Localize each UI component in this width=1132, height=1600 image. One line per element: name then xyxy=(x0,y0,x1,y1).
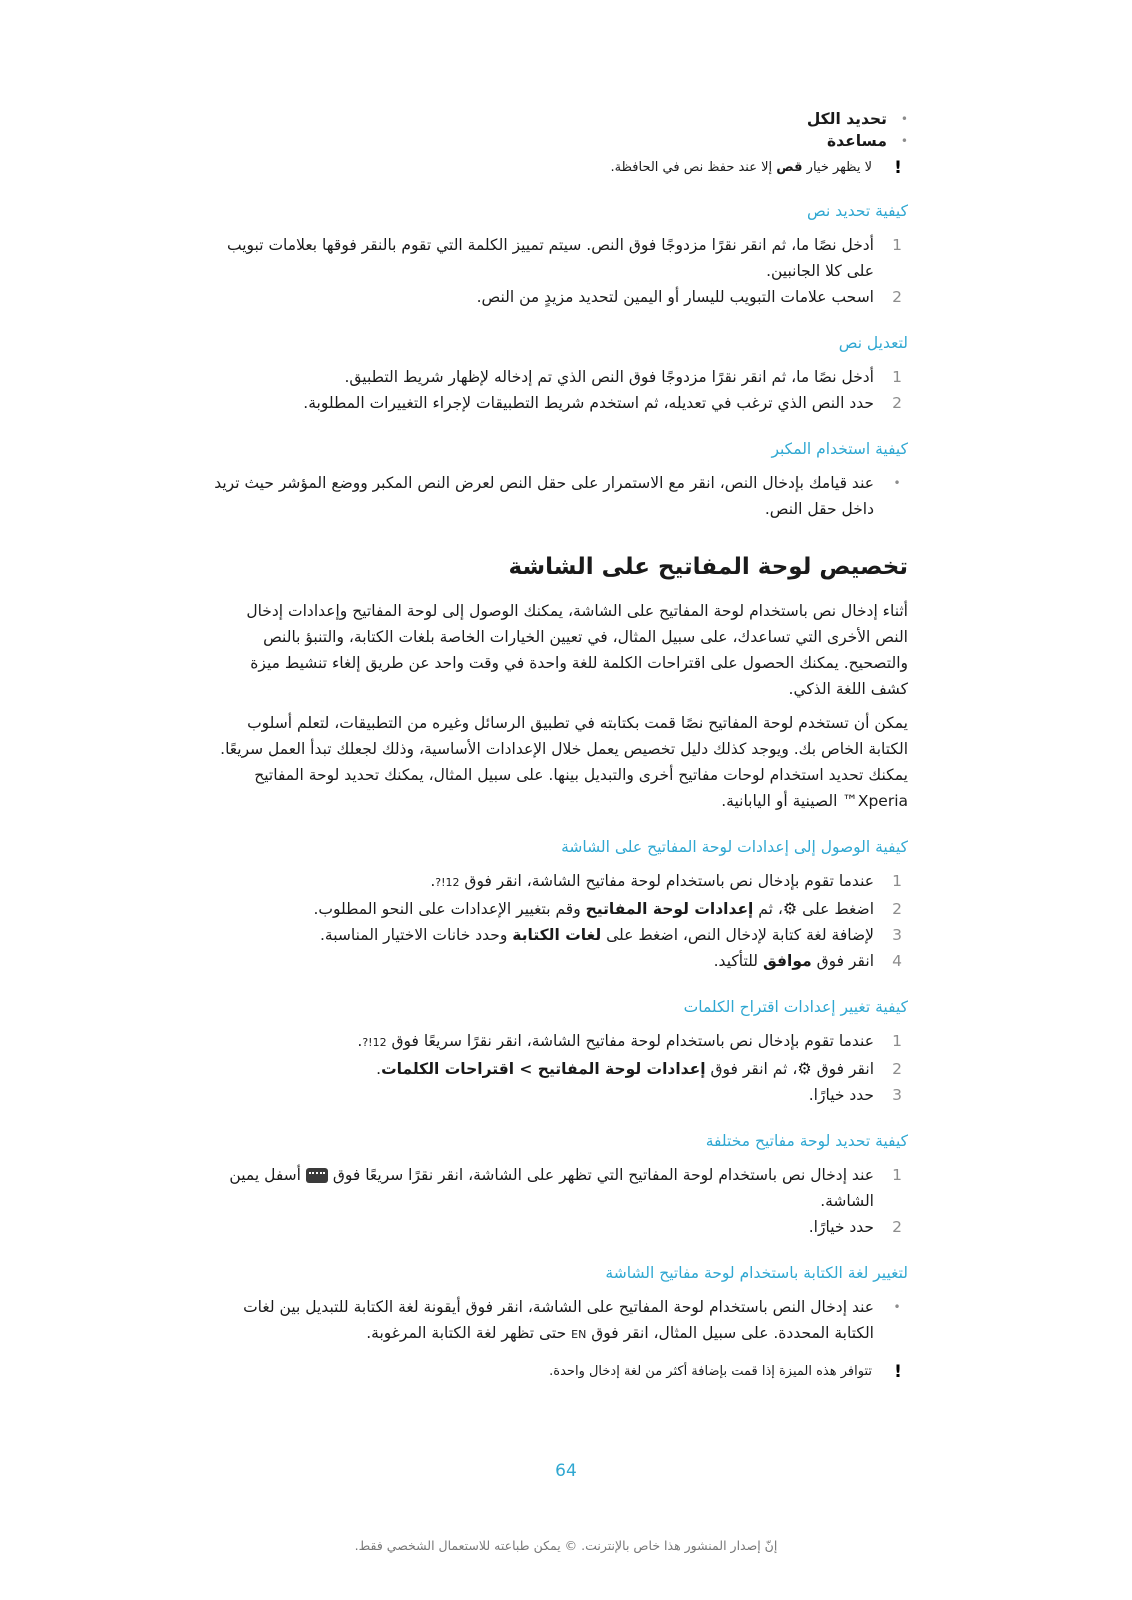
step-item: 1 أدخل نصًا ما، ثم انقر نقرًا مزدوجًا فوق النص الذي تم إدخاله لإظهار شريط التطبيق. xyxy=(344,368,902,386)
step-item: 2 حدد النص الذي ترغب في تعديله، ثم استخدم شريط التطبيقات لإجراء التغييرات المطلوبة. xyxy=(303,394,902,412)
step-item: 4 انقر فوق موافق للتأكيد. xyxy=(713,952,902,970)
step-item: 1 عند إدخال نص باستخدام لوحة المفاتيح التي تظهر على الشاشة، انقر نقرًا سريعًا فوق أسفل يمين الشاشة. xyxy=(229,1166,902,1210)
bullet-icon: • xyxy=(900,112,908,126)
bullet-icon: • xyxy=(893,476,901,490)
language-key-icon: EN xyxy=(571,1328,587,1341)
list-item: • تحديد الكل xyxy=(806,110,908,128)
footer: إنّ إصدار المنشور هذا خاص بالإنترنت. © يمكن طباعته للاستعمال الشخصي فقط. xyxy=(354,1538,778,1553)
paragraph: أثناء إدخال نص باستخدام لوحة المفاتيح على الشاشة، يمكنك الوصول إلى لوحة المفاتيح وإعدادات إدخال النص الأخرى التي تساعدك، على سبيل المثال، في تعيين الخيارات الخاصة بلغات الكتابة، والتنبؤ بالنص والتصحيح. يمكنك الحصول على اقتراحات الكلمة للغة واحدة في وقت واحد عن طريق إلغاء تنشيط ميزة كشف اللغة الذكي. xyxy=(246,602,908,698)
exclamation-icon: ! xyxy=(894,158,902,178)
note: ! لا يظهر خيار قص إلا عند حفظ نص في الحافظة. xyxy=(212,158,908,178)
section-title: كيفية تغيير إعدادات اقتراح الكلمات xyxy=(683,998,908,1016)
step-item: 2 اضغط على ⚙، ثم إعدادات لوحة المفاتيح وقم بتغيير الإعدادات على النحو المطلوب. xyxy=(212,896,908,922)
gear-icon: ⚙ xyxy=(797,1059,812,1078)
symbols-key-icon: 12!? xyxy=(435,876,460,889)
bullet-icon: • xyxy=(893,1300,901,1314)
step-item: 2 اسحب علامات التبويب لليسار أو اليمين لتحديد مزيدٍ من النص. xyxy=(476,288,902,306)
keyboard-icon xyxy=(306,1168,328,1183)
step-item: 2 حدد خيارًا. xyxy=(808,1218,902,1236)
section-title: لتغيير لغة الكتابة باستخدام لوحة مفاتيح الشاشة xyxy=(605,1264,908,1282)
page-number: 64 xyxy=(555,1461,577,1481)
section-title: كيفية استخدام المكبر xyxy=(771,440,908,458)
symbols-key-icon: 12!? xyxy=(362,1036,387,1049)
list-item: • مساعدة xyxy=(827,132,908,150)
section-title: كيفية تحديد لوحة مفاتيح مختلفة xyxy=(705,1132,908,1150)
step-item: 1 عندما تقوم بإدخال نص باستخدام لوحة مفاتيح الشاشة، انقر نقرًا سريعًا فوق 12!?. xyxy=(357,1032,902,1050)
step-item: 1 عندما تقوم بإدخال نص باستخدام لوحة مفاتيح الشاشة، انقر فوق 12!?. xyxy=(430,872,902,890)
step-item: 2 انقر فوق ⚙، ثم انقر فوق إعدادات لوحة المفاتيح > اقتراحات الكلمات. xyxy=(212,1056,908,1082)
step-item: 3 لإضافة لغة كتابة لإدخال النص، اضغط على لغات الكتابة وحدد خانات الاختيار المناسبة. xyxy=(319,926,902,944)
page-content xyxy=(212,108,908,1382)
section-title: كيفية الوصول إلى إعدادات لوحة المفاتيح على الشاشة xyxy=(561,838,908,856)
exclamation-icon: ! xyxy=(894,1362,902,1382)
note: ! تتوافر هذه الميزة إذا قمت بإضافة أكثر من لغة إدخال واحدة. xyxy=(212,1362,908,1382)
page-heading: تخصيص لوحة المفاتيح على الشاشة xyxy=(508,554,908,580)
section-title: لتعديل نص xyxy=(838,334,908,352)
bullet-icon: • xyxy=(900,134,908,148)
step-item: 3 حدد خيارًا. xyxy=(808,1086,902,1104)
list-item: • عند قيامك بإدخال النص، انقر مع الاستمرار على حقل النص لعرض النص المكبر ووضع المؤشر حيث تريد داخل حقل النص. xyxy=(212,470,908,522)
section-title: كيفية تحديد نص xyxy=(807,202,908,220)
gear-icon: ⚙ xyxy=(782,899,798,918)
list-item: • عند إدخال النص باستخدام لوحة المفاتيح على الشاشة، انقر فوق أيقونة لغة الكتابة للتبديل بين لغات الكتابة المحددة. على سبيل المثال، انقر فوق EN حتى تظهر لغة الكتابة المرغوبة. xyxy=(212,1294,908,1348)
paragraph: يمكن أن تستخدم لوحة المفاتيح نصًا قمت بكتابته في تطبيق الرسائل وغيره من التطبيقات، لتعلم أسلوب الكتابة الخاص بك. ويوجد كذلك دليل تخصيص يعمل خلال الإعدادات الأساسية، وذلك لجعلك تبدأ العمل سريعًا. يمكنك تحديد استخدام لوحات مفاتيح أخرى والتبديل بينها. على سبيل المثال، يمكنك تحديد لوحة المفاتيح Xperia™ الصينية أو اليابانية. xyxy=(220,714,908,810)
step-item: 1 أدخل نصًا ما، ثم انقر نقرًا مزدوجًا فوق النص. سيتم تمييز الكلمة التي تقوم بالنقر فوقها بعلامات تبويب على كلا الجانبين. xyxy=(227,236,902,280)
